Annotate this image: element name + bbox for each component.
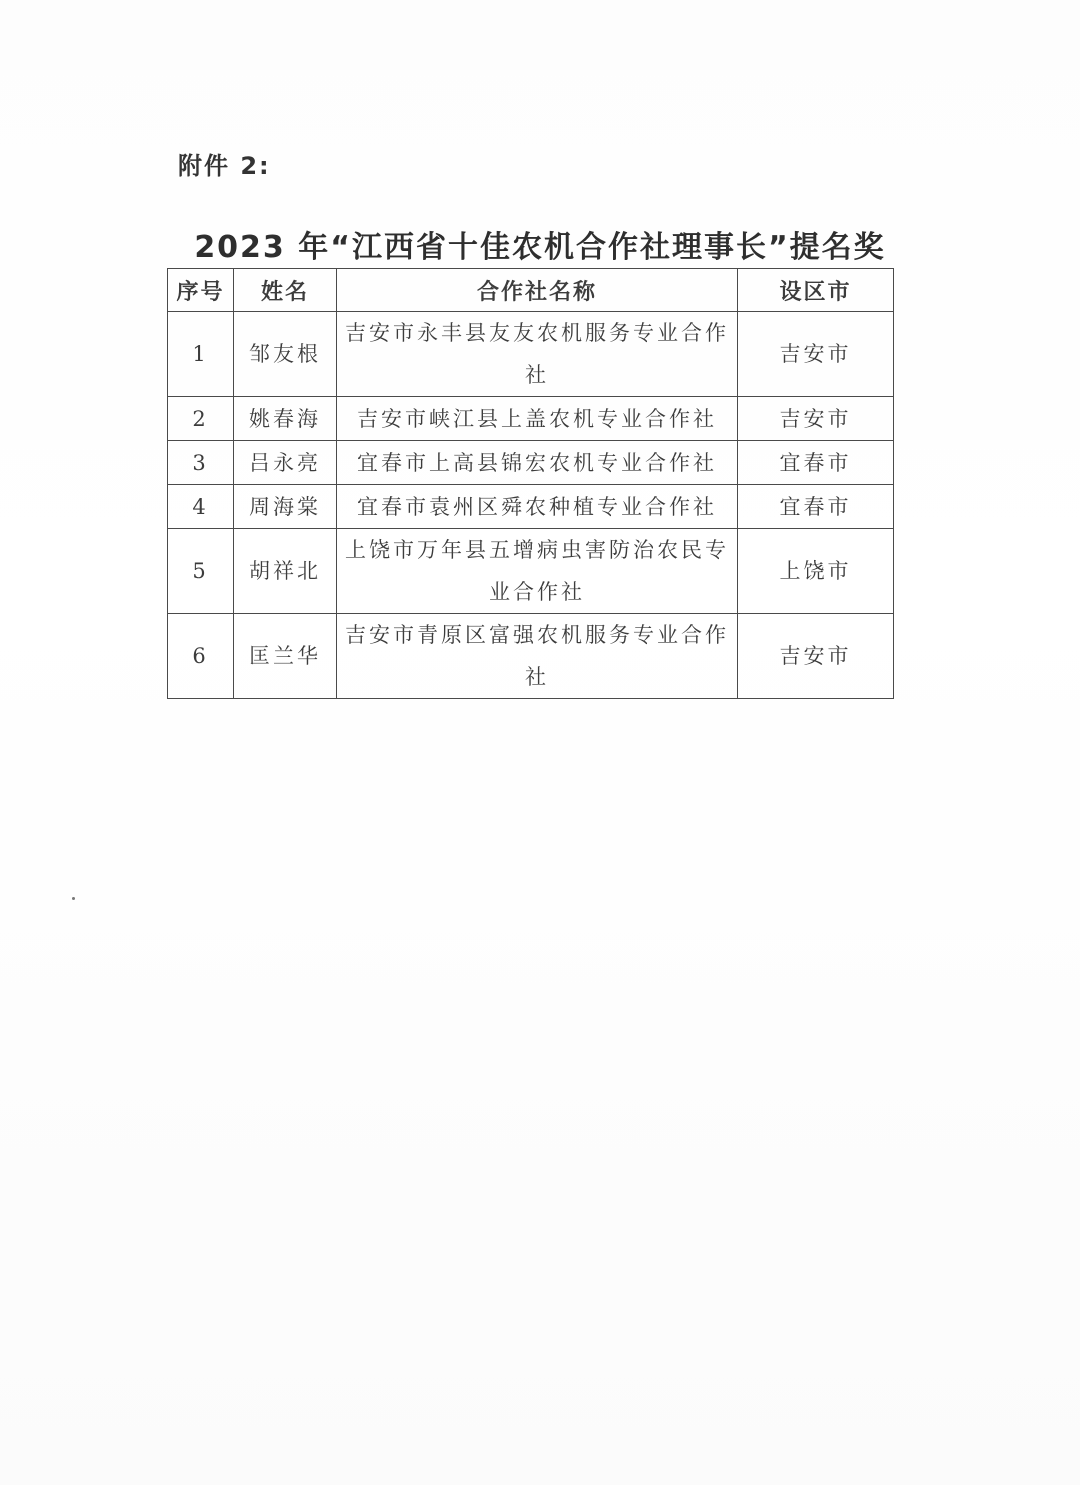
table-row bbox=[168, 614, 894, 699]
header-city: 设区市 bbox=[738, 269, 894, 312]
cooperative-name-text: 宜春市上高县锦宏农机专业合作社 bbox=[357, 450, 717, 475]
cell-serial-number: 5 bbox=[168, 529, 234, 614]
cooperative-name-text: 宜春市袁州区舜农种植专业合作社 bbox=[357, 494, 717, 519]
cell-cooperative-name bbox=[337, 614, 738, 699]
cell-name: 周海棠 bbox=[234, 485, 337, 529]
cooperative-name-text: 吉安市峡江县上盖农机专业合作社 bbox=[357, 406, 717, 431]
header-serial-number: 序号 bbox=[168, 269, 234, 312]
table-row bbox=[168, 485, 894, 529]
table-row bbox=[168, 397, 894, 441]
cell-name: 胡祥北 bbox=[234, 529, 337, 614]
nominee-table bbox=[167, 268, 894, 699]
cell-cooperative-name bbox=[337, 529, 738, 614]
table-row bbox=[168, 441, 894, 485]
cell-city: 吉安市 bbox=[738, 312, 894, 397]
cell-serial-number: 3 bbox=[168, 441, 234, 485]
document-title: 2023 年“江西省十佳农机合作社理事长”提名奖 bbox=[194, 230, 886, 265]
table-header-row bbox=[168, 269, 894, 312]
cell-serial-number: 4 bbox=[168, 485, 234, 529]
attachment-label: 附件 2: bbox=[178, 152, 271, 180]
cell-city: 宜春市 bbox=[738, 485, 894, 529]
scan-speck bbox=[72, 897, 75, 900]
header-cooperative-name: 合作社名称 bbox=[337, 269, 738, 312]
cell-cooperative-name bbox=[337, 397, 738, 441]
cooperative-name-text: 吉安市青原区富强农机服务专业合作社 bbox=[345, 623, 729, 689]
cell-cooperative-name bbox=[337, 312, 738, 397]
cell-city: 上饶市 bbox=[738, 529, 894, 614]
cell-city: 宜春市 bbox=[738, 441, 894, 485]
cell-city: 吉安市 bbox=[738, 397, 894, 441]
table-row bbox=[168, 529, 894, 614]
header-name: 姓名 bbox=[234, 269, 337, 312]
cell-name: 邹友根 bbox=[234, 312, 337, 397]
cell-city: 吉安市 bbox=[738, 614, 894, 699]
cell-cooperative-name bbox=[337, 441, 738, 485]
cell-name: 姚春海 bbox=[234, 397, 337, 441]
cell-serial-number: 2 bbox=[168, 397, 234, 441]
cell-cooperative-name bbox=[337, 485, 738, 529]
cell-serial-number: 6 bbox=[168, 614, 234, 699]
cooperative-name-text: 上饶市万年县五增病虫害防治农民专业合作社 bbox=[345, 538, 729, 604]
cell-serial-number: 1 bbox=[168, 312, 234, 397]
table-row bbox=[168, 312, 894, 397]
cell-name: 匡兰华 bbox=[234, 614, 337, 699]
cooperative-name-text: 吉安市永丰县友友农机服务专业合作社 bbox=[345, 321, 729, 387]
cell-name: 吕永亮 bbox=[234, 441, 337, 485]
